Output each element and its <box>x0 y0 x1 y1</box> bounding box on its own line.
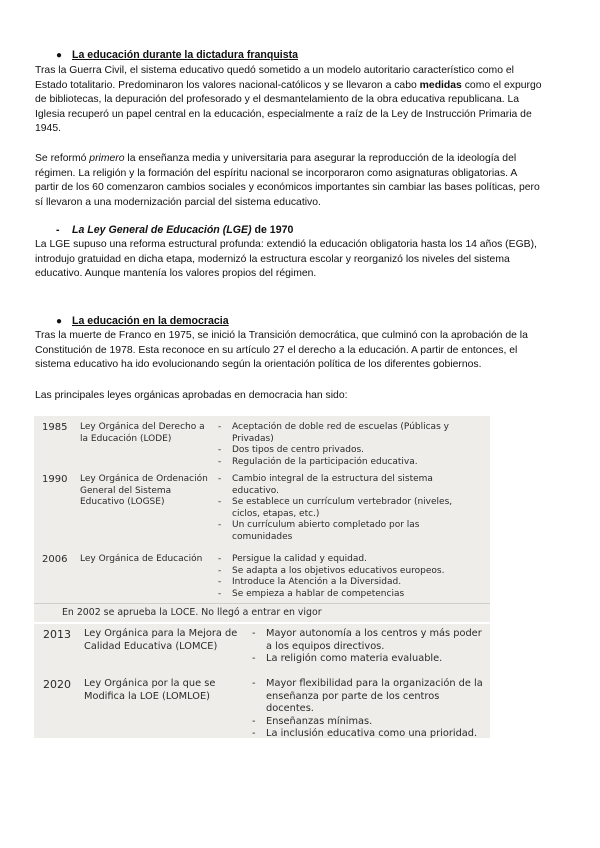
law-features <box>218 474 480 544</box>
list-item: - Dos tipos de centro privados. <box>218 445 480 457</box>
italic-term: primero <box>89 153 125 164</box>
table-row <box>34 678 490 740</box>
laws-table-2 <box>34 624 490 738</box>
list-item: - Cambio integral de la estructura del sistema educativo. <box>218 474 480 497</box>
law-features <box>252 628 484 666</box>
law-features <box>218 422 480 468</box>
law-year: 2006 <box>42 554 68 565</box>
list-item: - La inclusión educativa como una prioridad. <box>252 728 484 741</box>
list-item: - Enseñanzas mínimas. <box>252 716 484 729</box>
table-note: En 2002 se aprueba la LOCE. No llegó a entrar en vigor <box>62 607 322 618</box>
section-heading-dictadura: La educación durante la dictadura franquista <box>72 49 299 61</box>
list-item: - La religión como materia evaluable. <box>252 653 484 666</box>
paragraph-dictadura-1 <box>35 64 543 137</box>
list-item: - Mayor flexibilidad para la organización de la enseñanza por parte de los centros docentes. <box>252 678 484 716</box>
table-row <box>34 628 490 672</box>
section-bullet: ● <box>56 316 63 327</box>
text-span: la enseñanza media y universitaria para asegurar la reproducción de la ideología del régimen. La religión y la formación del espíritu nacional se incorporaron como asignaturas obligatorias. A partir de los 60 comenzaron cambios sociales y económicos importantes sin cambiar las bases políticas, pero sí llevaron a una modernización parcial del sistema educativo. <box>35 153 540 208</box>
law-year: 1985 <box>42 422 68 433</box>
bold-term: medidas <box>419 79 462 91</box>
law-name: Ley Orgánica para la Mejora de Calidad Educativa (LOMCE) <box>84 628 238 652</box>
subsection-heading-rest: de 1970 <box>251 224 294 236</box>
subsection-heading-lge <box>72 224 293 236</box>
table-row <box>34 554 490 604</box>
list-item: - Regulación de la participación educativa. <box>218 457 480 469</box>
law-name: Ley Orgánica del Derecho a la Educación (LODE) <box>80 422 205 444</box>
list-item: - Introduce la Atención a la Diversidad. <box>218 577 480 589</box>
table-row <box>34 422 490 476</box>
law-features <box>218 554 480 600</box>
law-name: Ley Orgánica de Ordenación General del Sistema Educativo (LOGSE) <box>80 474 208 508</box>
section-heading-democracia: La educación en la democracia <box>72 315 229 327</box>
list-item: - Se adapta a los objetivos educativos europeos. <box>218 566 480 578</box>
list-item: - Mayor autonomía a los centros y más poder a los equipos directivos. <box>252 628 484 653</box>
subsection-dash: - <box>56 224 60 236</box>
law-features <box>252 678 484 741</box>
text-span: Tras la Guerra Civil, el sistema educativo quedó sometido a un modelo autoritario característico como el Estado totalitario. Predominaron los valores nacional-católicos y se llevaron a cabo <box>35 65 514 91</box>
table-row <box>34 474 490 550</box>
paragraph-democracia: Tras la muerte de Franco en 1975, se inició la Transición democrática, que culminó con la aprobación de la Constitución de 1978. Esta reconoce en su artículo 27 el derecho a la educación. A partir de entonces, el sistema educativo ha ido evolucionando según la orientación política de los diferentes gobiernos. <box>35 330 528 371</box>
laws-table-1 <box>34 416 490 622</box>
law-year: 1990 <box>42 474 68 485</box>
list-item: - Persigue la calidad y equidad. <box>218 554 480 566</box>
section-bullet: ● <box>56 50 63 61</box>
paragraph-leyes-intro: Las principales leyes orgánicas aprobadas en democracia han sido: <box>35 390 348 401</box>
text-span: Se reformó <box>35 153 90 164</box>
text-span: como el expurgo de bibliotecas, la depuración del profesorado y el desmantelamiento de la obra educativa republicana. La Iglesia recuperó un papel central en la educación, especialmente a raíz de la Ley de Instrucción Primaria de 1945. <box>35 79 542 135</box>
list-item: - Aceptación de doble red de escuelas (Públicas y Privadas) <box>218 422 480 445</box>
subsection-heading-italic: La Ley General de Educación (LGE) <box>72 224 252 236</box>
list-item: - Se empieza a hablar de competencias <box>218 589 480 601</box>
law-year: 2013 <box>43 628 71 641</box>
law-year: 2020 <box>43 678 71 691</box>
table-divider <box>34 603 490 604</box>
paragraph-dictadura-2 <box>35 152 543 210</box>
law-name: Ley Orgánica de Educación <box>80 554 203 564</box>
list-item: - Se establece un currículum vertebrador (niveles, ciclos, etapas, etc.) <box>218 497 480 520</box>
paragraph-lge: La LGE supuso una reforma estructural profunda: extendió la educación obligatoria hasta los 14 años (EGB), introdujo gratuidad en dicha etapa, modernizó la estructura escolar y reorganizó los niveles del sistema educativo. Aunque mantenía los valores propios del régimen. <box>35 239 537 280</box>
law-name: Ley Orgánica por la que se Modifica la LOE (LOMLOE) <box>84 678 216 702</box>
list-item: - Un currículum abierto completado por las comunidades <box>218 520 480 543</box>
